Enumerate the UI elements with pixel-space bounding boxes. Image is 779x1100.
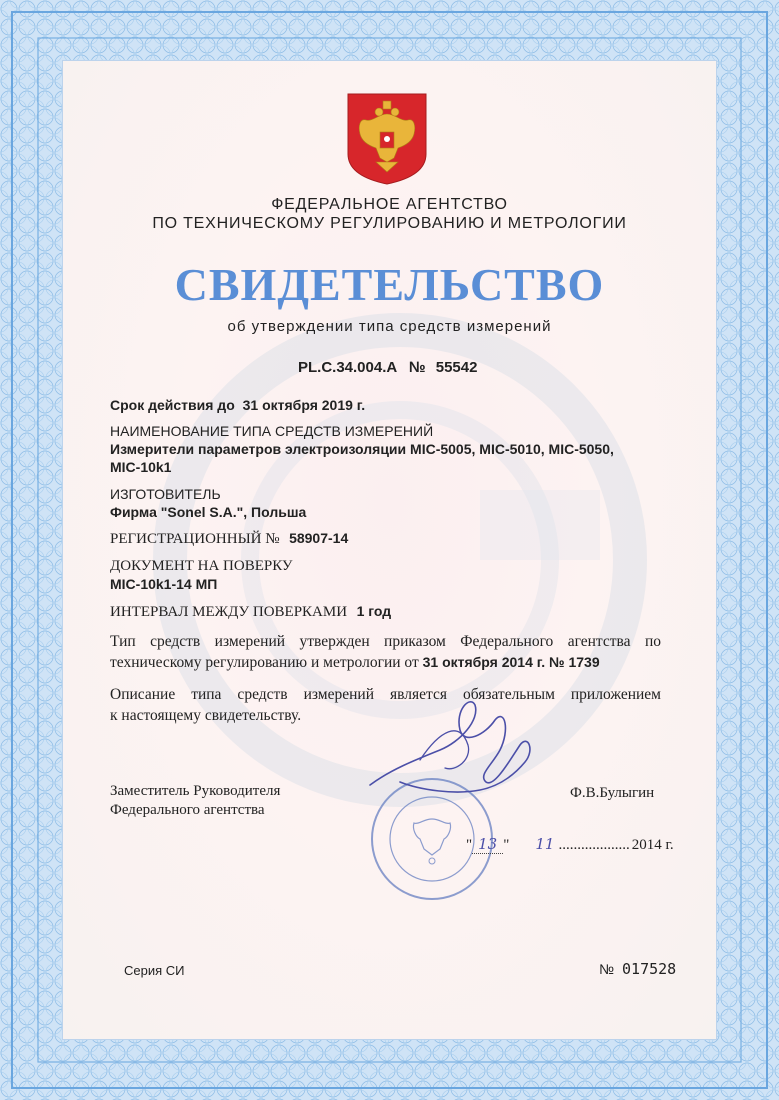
form-series: Серия СИ: [124, 963, 185, 978]
registration-code: PL.C.34.004.A: [298, 359, 397, 376]
validity-label: Срок действия до: [110, 397, 235, 413]
type-name-label: НАИМЕНОВАНИЕ ТИПА СРЕДСТВ ИЗМЕРЕНИЙ: [110, 423, 434, 439]
approval-order: 31 октября 2014 г. № 1739: [422, 654, 600, 670]
type-name-line2: MIC-10k1: [110, 459, 172, 475]
verification-doc-label: ДОКУМЕНТ НА ПОВЕРКУ: [110, 558, 293, 574]
reg-number-value: 58907-14: [289, 530, 349, 546]
manufacturer-label: ИЗГОТОВИТЕЛЬ: [110, 486, 221, 502]
approval-line2-text: техническому регулированию и метрологии от: [110, 654, 423, 671]
interval-value: 1 год: [356, 603, 392, 619]
approval-paragraph: [110, 631, 661, 673]
agency-name-line1: ФЕДЕРАЛЬНОЕ АГЕНТСТВО: [271, 196, 508, 213]
signatory-name: Ф.В.Булыгин: [570, 785, 655, 801]
handwritten-signature: [360, 690, 550, 810]
reg-number-label: РЕГИСТРАЦИОННЫЙ №: [110, 531, 280, 547]
registration-value: 55542: [435, 359, 478, 376]
signatory-position-line1: Заместитель Руководителя: [110, 783, 281, 799]
reg-number-row: [110, 530, 348, 548]
date-quote-close: ": [503, 837, 510, 853]
validity-row: [110, 397, 365, 413]
interval-label: ИНТЕРВАЛ МЕЖДУ ПОВЕРКАМИ: [110, 604, 348, 620]
date-month: 11: [535, 835, 555, 853]
approval-line2: [110, 652, 661, 673]
description-line2: к настоящему свидетельству.: [110, 707, 302, 724]
manufacturer-value: Фирма "Sonel S.A.", Польша: [110, 504, 307, 520]
interval-row: [110, 603, 391, 621]
certificate-title: СВИДЕТЕЛЬСТВО: [174, 259, 605, 310]
registration-number: [298, 359, 477, 376]
coat-of-arms-icon: [346, 92, 428, 186]
agency-name-line2: ПО ТЕХНИЧЕСКОМУ РЕГУЛИРОВАНИЮ И МЕТРОЛОГИИ: [152, 215, 627, 232]
approval-line1: Тип средств измерений утвержден приказом Федерального агентства по: [110, 633, 661, 650]
type-name-line1: Измерители параметров электроизоляции MIC-5005, MIC-5010, MIC-5050,: [110, 441, 614, 457]
verification-doc-value: MIC-10k1-14 МП: [110, 576, 218, 592]
validity-date: 31 октября 2019 г.: [242, 397, 366, 413]
date-quote-open: ": [466, 837, 473, 853]
number-sign: №: [408, 359, 426, 376]
date-dots: ...................: [558, 837, 630, 853]
issue-date: [466, 835, 674, 854]
date-day: 13: [472, 835, 503, 854]
form-number-row: [599, 960, 676, 979]
form-number-sign: №: [599, 961, 615, 977]
date-year: 2014 г.: [631, 837, 674, 853]
certificate-subtitle: об утверждении типа средств измерений: [227, 318, 552, 335]
form-number: 017528: [622, 960, 677, 978]
description-line1: Описание типа средств измерений является обязательным приложением: [110, 686, 661, 703]
signatory-position-line2: Федерального агентства: [110, 802, 265, 818]
